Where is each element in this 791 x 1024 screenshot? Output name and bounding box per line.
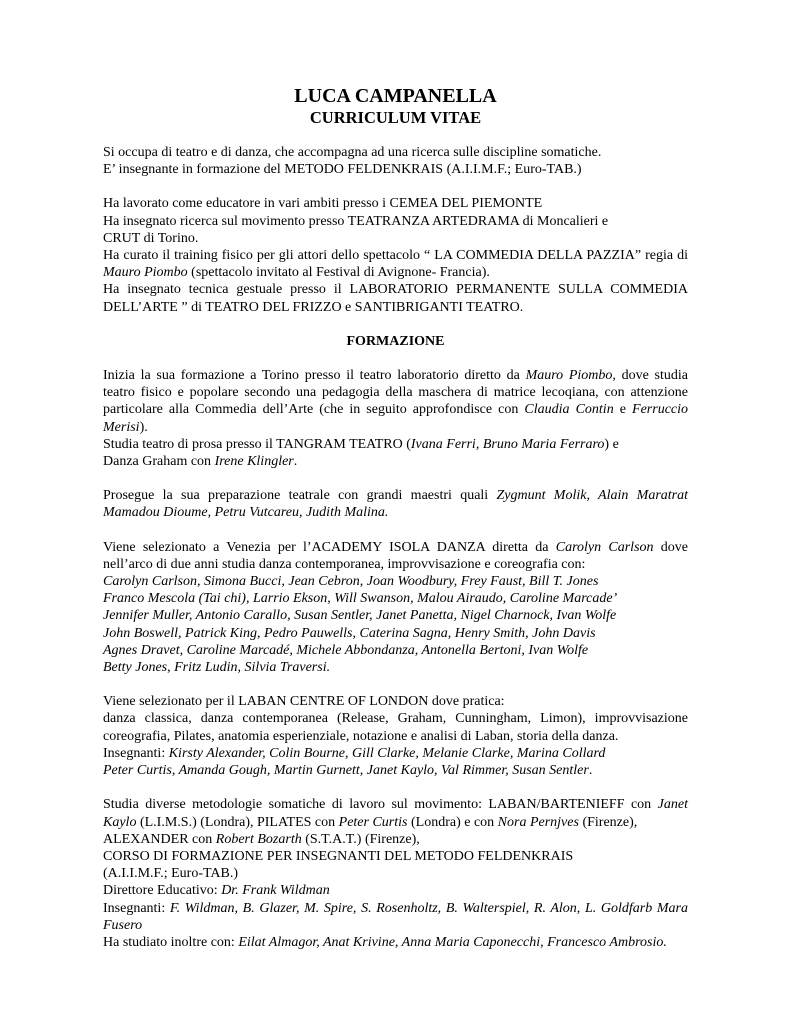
experience-paragraph xyxy=(103,247,688,281)
italic-name: Claudia Contin xyxy=(524,402,614,418)
text-run: Danza Graham con xyxy=(103,454,215,470)
text-run: . xyxy=(293,454,298,470)
paragraph-text: danza classica, danza contemporanea (Release, Graham, Cunningham, Limon), improvvisazione coreografia, Pilates, anatomia esperienziale, notazione e analisi di Laban, storia della danza. xyxy=(103,711,688,744)
experience-section xyxy=(103,195,688,315)
italic-name: Dr. Frank Wildman xyxy=(221,883,330,899)
text-run: (S.T.A.T.) (Firenze), xyxy=(301,831,420,847)
teacher-names-line: Betty Jones, Fritz Ludin, Silvia Traversi. xyxy=(103,660,331,676)
italic-name: Robert Bozarth xyxy=(215,831,302,847)
paragraph-line xyxy=(103,453,688,470)
paragraph-line: CORSO DI FORMAZIONE PER INSEGNANTI DEL METODO FELDENKRAIS xyxy=(103,848,574,864)
paragraph-text xyxy=(103,900,688,934)
paragraph-text xyxy=(103,796,688,830)
teacher-names-line: Franco Mescola (Tai chi), Larrio Ekson, Will Swanson, Malou Airaudo, Caroline Marcade’ xyxy=(103,591,618,607)
text-run: Prosegue la sua preparazione teatrale con grandi maestri quali xyxy=(103,488,497,504)
italic-name: Mauro Piombo xyxy=(103,265,188,281)
text-run: , dove studia teatro fisico e popolare secondo una pedagogia della maschera di matrice lecoqiana, con attenzione particolare alla Commedia dell’Arte (che in seguito approfondisce con xyxy=(103,368,688,418)
cv-name-title: LUCA CAMPANELLA xyxy=(294,85,497,107)
text-run: dove nell’arco di due anni studia danza contemporanea, improvvisazione e coreografia con: xyxy=(103,539,689,572)
paragraph-line xyxy=(103,882,688,899)
text-run: ALEXANDER con xyxy=(103,831,216,847)
formazione-paragraph xyxy=(103,796,688,951)
cv-subtitle: CURRICULUM VITAE xyxy=(309,108,482,127)
italic-names: Kirsty Alexander, Colin Bourne, Gill Clarke, Melanie Clarke, Marina Collard xyxy=(168,745,606,761)
text-run: (Londra) e con xyxy=(407,814,498,830)
italic-names: Peter Curtis, Amanda Gough, Martin Gurnett, Janet Kaylo, Val Rimmer, Susan Sentler xyxy=(103,763,589,779)
paragraph-line: (A.I.I.M.F.; Euro-TAB.) xyxy=(103,866,239,882)
section-heading-formazione: FORMAZIONE xyxy=(346,333,445,349)
italic-names: Eilat Almagor, Anat Krivine, Anna Maria Caponecchi, Francesco Ambrosio. xyxy=(238,934,667,950)
text-run: ). xyxy=(139,419,148,435)
intro-line: E’ insegnante in formazione del METODO FELDENKRAIS (A.I.I.M.F.; Euro-TAB.) xyxy=(103,162,582,178)
formazione-paragraph xyxy=(103,539,688,677)
text-run: Inizia la sua formazione a Torino presso il teatro laboratorio diretto da xyxy=(103,368,526,384)
text-run: Insegnanti: xyxy=(103,745,169,761)
paragraph-line xyxy=(103,436,688,453)
text-run: e xyxy=(613,402,633,418)
text-run: Ha studiato inoltre con: xyxy=(103,934,239,950)
italic-name: Janet Kaylo xyxy=(103,797,688,830)
italic-names: Zygmunt Molik, Alain Maratrat Mamadou Dioume, Petru Vutcareu, Judith Malina. xyxy=(103,488,688,521)
text-run: Studia teatro di prosa presso il TANGRAM TEATRO ( xyxy=(103,436,411,452)
paragraph-text xyxy=(103,934,688,951)
formazione-paragraph xyxy=(103,367,688,470)
experience-line: Ha insegnato ricerca sul movimento presso TEATRANZA ARTEDRAMA di Moncalieri e xyxy=(103,213,609,229)
teacher-names-line: John Boswell, Patrick King, Pedro Pauwells, Caterina Sagna, Henry Smith, John Davis xyxy=(103,625,596,641)
text-run: Studia diverse metodologie somatiche di lavoro sul movimento: LABAN/BARTENIEFF con xyxy=(103,797,658,813)
teacher-names-line: Carolyn Carlson, Simona Bucci, Jean Cebron, Joan Woodbury, Frey Faust, Bill T. Jones xyxy=(103,574,599,590)
paragraph-line xyxy=(103,762,688,779)
italic-name: Ivana Ferri, Bruno Maria Ferraro xyxy=(410,436,605,452)
italic-names: F. Wildman, B. Glazer, M. Spire, S. Rosenholtz, B. Walterspiel, R. Alon, L. Goldfarb Mara Fusero xyxy=(103,900,688,933)
teacher-names-line: Agnes Dravet, Caroline Marcadé, Michele Abbondanza, Antonella Bertoni, Ivan Wolfe xyxy=(103,642,589,658)
text-run: (L.I.M.S.) (Londra), PILATES con xyxy=(136,814,339,830)
italic-name: Irene Klingler xyxy=(214,454,294,470)
experience-paragraph: Ha insegnato tecnica gestuale presso il LABORATORIO PERMANENTE SULLA COMMEDIA DELL’ARTE ” di TEATRO DEL FRIZZO e SANTIBRIGANTI TEATRO. xyxy=(103,282,688,315)
text-run: Insegnanti: xyxy=(103,900,170,916)
text-run: Viene selezionato a Venezia per l’ACADEMY ISOLA DANZA diretta da xyxy=(103,539,556,555)
italic-name: Nora Pernjves xyxy=(497,814,579,830)
text-run: Ha curato il training fisico per gli attori dello spettacolo “ LA COMMEDIA DELLA PAZZIA” regia di xyxy=(103,248,688,264)
italic-name: Peter Curtis xyxy=(338,814,408,830)
paragraph-text xyxy=(103,367,688,436)
teacher-names-line: Jennifer Muller, Antonio Carallo, Susan Sentler, Janet Panetta, Nigel Charnock, Ivan Wolfe xyxy=(103,608,617,624)
text-run: Direttore Educativo: xyxy=(103,883,222,899)
cv-content xyxy=(103,84,688,951)
italic-name: Mauro Piombo xyxy=(525,368,613,384)
text-run: . xyxy=(588,763,593,779)
intro-line: Si occupa di teatro e di danza, che accompagna ad una ricerca sulle discipline somatiche. xyxy=(103,145,602,160)
text-run: (spettacolo invitato al Festival di Avignone- Francia). xyxy=(187,265,490,281)
formazione-paragraph xyxy=(103,487,688,521)
italic-name: Carolyn Carlson xyxy=(555,539,654,555)
italic-name: Ferruccio Merisi xyxy=(103,402,689,435)
paragraph-line xyxy=(103,745,688,762)
text-run: ) e xyxy=(604,436,619,452)
experience-line: CRUT di Torino. xyxy=(103,230,199,246)
paragraph-line: Viene selezionato per il LABAN CENTRE OF LONDON dove pratica: xyxy=(103,694,505,710)
intro-paragraph xyxy=(103,144,688,178)
paragraph-text xyxy=(103,539,688,573)
experience-line: Ha lavorato come educatore in vari ambiti presso i CEMEA DEL PIEMONTE xyxy=(103,196,543,212)
formazione-paragraph xyxy=(103,693,688,779)
text-run: (Firenze), xyxy=(578,814,638,830)
paragraph-line xyxy=(103,831,688,848)
